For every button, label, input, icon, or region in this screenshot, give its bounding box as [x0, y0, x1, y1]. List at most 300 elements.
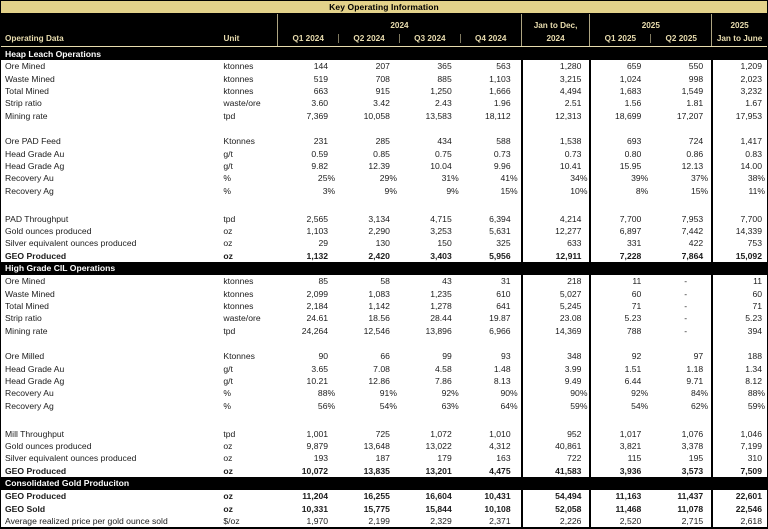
cell-value: 788 — [589, 325, 651, 337]
cell-value: 150 — [437, 238, 452, 249]
cell-value: 2,371 — [489, 515, 511, 526]
row-label: Mill Throughput — [5, 428, 65, 439]
cell-value: 195 — [688, 453, 704, 464]
cell-value: 58 — [380, 276, 390, 287]
cell-value: 64% — [500, 400, 518, 411]
table-row — [1, 502, 767, 514]
cell-empty — [521, 197, 590, 213]
cell-value: 1,280 — [521, 60, 590, 72]
cell-value: 1.96 — [493, 98, 511, 109]
cell-value: 12.39 — [368, 160, 390, 171]
cell-value: 348 — [521, 350, 590, 362]
cell-value: - — [684, 313, 688, 324]
cell-empty — [1, 122, 215, 135]
cell-value: 66 — [380, 351, 390, 362]
cell-value: 10.04 — [430, 160, 452, 171]
cell-value: 3,232 — [711, 85, 767, 97]
cell-value: 12,313 — [521, 110, 590, 122]
cell-value: 71 — [589, 300, 651, 312]
cell-value: 3,378 — [681, 440, 704, 451]
cell-value: 285 — [375, 136, 390, 147]
cell-value: 31 — [501, 276, 511, 287]
cell-value: 3.65 — [311, 363, 329, 374]
cell-value: 10,431 — [484, 491, 511, 502]
cell-value: 91% — [379, 388, 397, 399]
cell-value: 43 — [442, 276, 452, 287]
cell-value: 63% — [441, 400, 459, 411]
cell-value: 12.86 — [368, 375, 390, 386]
row-unit: ktonnes — [223, 300, 254, 311]
cell-value: 11 — [711, 275, 767, 287]
spacer-row — [1, 337, 767, 350]
cell-value: 13,022 — [425, 440, 452, 451]
column-header-q4-2024: Q4 2024 — [460, 34, 521, 43]
cell-value: 5,956 — [489, 250, 511, 261]
cell-value: 5.23 — [711, 312, 767, 324]
cell-value: 1.67 — [711, 97, 767, 109]
cell-empty — [400, 337, 462, 350]
cell-value: 3,573 — [681, 465, 704, 476]
row-label: Average realized price per gold ounce sold — [5, 515, 168, 526]
cell-value: 144 — [313, 61, 329, 72]
cell-empty — [215, 337, 277, 350]
row-label: GEO Produced — [5, 491, 67, 502]
cell-value: 1.48 — [493, 363, 511, 374]
row-label: Strip ratio — [5, 98, 42, 109]
cell-value: 19.87 — [489, 313, 511, 324]
table-row — [1, 515, 767, 527]
row-label: Head Grade Au — [5, 363, 65, 374]
cell-value: 663 — [313, 85, 329, 96]
cell-value: 4,214 — [521, 212, 590, 224]
cell-value: 12,277 — [521, 225, 590, 237]
cell-value: 18,112 — [484, 110, 511, 121]
cell-value: 34% — [521, 172, 590, 184]
cell-value: 0.80 — [589, 147, 651, 159]
cell-value: 3,403 — [430, 250, 452, 261]
table-row — [1, 350, 767, 362]
row-unit: Ktonnes — [223, 136, 255, 147]
cell-value: 708 — [375, 73, 390, 84]
cell-empty — [462, 337, 521, 350]
cell-value: 3,821 — [589, 440, 651, 452]
cell-value: 7,509 — [711, 465, 767, 477]
cell-value: 54% — [379, 400, 397, 411]
row-unit: g/t — [223, 375, 233, 386]
cell-empty — [651, 337, 711, 350]
cell-value: 38% — [711, 172, 767, 184]
row-label: Head Grade Ag — [5, 375, 65, 386]
cell-empty — [462, 197, 521, 213]
cell-value: 17,953 — [711, 110, 767, 122]
table-row — [1, 275, 767, 287]
column-header-q2-2025: Q2 2025 — [650, 34, 711, 43]
cell-value: 24.61 — [306, 313, 329, 324]
cell-value: 93 — [501, 351, 511, 362]
row-unit: % — [223, 173, 232, 184]
table-row — [1, 362, 767, 374]
table-row — [1, 172, 767, 184]
table-row — [1, 440, 767, 452]
cell-empty — [338, 122, 400, 135]
cell-value: 2,420 — [368, 250, 390, 261]
cell-value: 188 — [711, 350, 767, 362]
cell-value: 8.12 — [711, 375, 767, 387]
cell-value: 4,494 — [521, 85, 590, 97]
cell-value: 422 — [688, 238, 704, 249]
table-row — [1, 250, 767, 262]
cell-value: 1,666 — [489, 85, 511, 96]
cell-value: 725 — [375, 428, 390, 439]
cell-value: 207 — [375, 61, 390, 72]
cell-value: - — [684, 288, 688, 299]
table-body — [1, 47, 767, 527]
cell-value: - — [684, 300, 688, 311]
cell-value: 99 — [442, 351, 452, 362]
row-unit: % — [223, 400, 232, 411]
cell-value: 23.08 — [521, 312, 590, 324]
cell-empty — [651, 412, 711, 428]
cell-value: 1,046 — [711, 427, 767, 439]
row-unit: oz — [223, 250, 233, 261]
row-label: Waste Mined — [5, 288, 55, 299]
row-label: Recovery Au — [5, 388, 54, 399]
cell-value: 0.73 — [521, 147, 590, 159]
cell-value: 231 — [313, 136, 329, 147]
cell-value: 25% — [317, 173, 336, 184]
cell-value: 18.56 — [368, 313, 390, 324]
cell-value: 0.73 — [493, 148, 511, 159]
cell-value: 0.75 — [435, 148, 452, 159]
cell-empty — [338, 412, 400, 428]
cell-value: 97 — [693, 351, 704, 362]
table-row — [1, 427, 767, 439]
cell-value: 16,604 — [425, 491, 452, 502]
table-row — [1, 60, 767, 72]
row-label: Ore Milled — [5, 351, 45, 362]
row-unit: Ktonnes — [223, 351, 255, 362]
row-label: Gold ounces produced — [5, 225, 92, 236]
cell-value: 6.44 — [589, 375, 651, 387]
cell-value: 2,184 — [306, 300, 329, 311]
cell-value: 753 — [711, 237, 767, 249]
cell-value: 7.86 — [435, 375, 452, 386]
cell-empty — [215, 412, 277, 428]
cell-value: 11,204 — [302, 491, 329, 502]
cell-value: 7.08 — [373, 363, 390, 374]
cell-value: 0.86 — [686, 148, 704, 159]
cell-value: 4,312 — [489, 440, 511, 451]
cell-empty — [589, 412, 651, 428]
cell-value: 17,207 — [676, 110, 704, 121]
cell-value: 7,700 — [711, 212, 767, 224]
cell-value: 394 — [711, 325, 767, 337]
header-group-unit — [215, 14, 277, 46]
table-row — [1, 72, 767, 84]
cell-value: 54,494 — [521, 490, 590, 502]
row-label: Strip ratio — [5, 313, 42, 324]
cell-value: 52,058 — [521, 502, 590, 514]
cell-value: 15% — [690, 185, 709, 196]
cell-empty — [1, 412, 215, 428]
table-row — [1, 97, 767, 109]
cell-value: 1,970 — [306, 515, 329, 526]
cell-value: 4,475 — [489, 465, 511, 476]
cell-value: 15,092 — [711, 250, 767, 262]
cell-value: - — [684, 325, 688, 336]
table-row — [1, 312, 767, 324]
cell-empty — [711, 197, 767, 213]
cell-value: 24,264 — [301, 325, 329, 336]
table-row — [1, 237, 767, 249]
cell-value: 1,024 — [589, 72, 651, 84]
cell-value: 2,520 — [589, 515, 651, 527]
table-title: Key Operating Information — [1, 1, 767, 14]
cell-empty — [215, 197, 277, 213]
cell-value: 0.59 — [311, 148, 329, 159]
cell-value: 1,683 — [589, 85, 651, 97]
cell-value: 519 — [313, 73, 329, 84]
cell-value: 10.21 — [306, 375, 329, 386]
row-unit: ktonnes — [223, 73, 254, 84]
cell-value: 2,618 — [711, 515, 767, 527]
table-row — [1, 399, 767, 411]
cell-value: 71 — [711, 300, 767, 312]
cell-value: 13,896 — [425, 325, 452, 336]
row-unit: $/oz — [223, 515, 240, 526]
cell-value: 60 — [711, 287, 767, 299]
cell-value: 9,879 — [306, 440, 329, 451]
row-unit: g/t — [223, 363, 233, 374]
cell-value: 10,058 — [363, 110, 390, 121]
section-header: Heap Leach Operations — [1, 47, 767, 60]
row-label: Total Mined — [5, 85, 49, 96]
cell-value: 325 — [496, 238, 511, 249]
cell-value: 2,023 — [711, 72, 767, 84]
cell-value: 434 — [437, 136, 452, 147]
cell-value: 7,199 — [711, 440, 767, 452]
cell-value: 1,250 — [430, 85, 452, 96]
cell-value: 1,083 — [368, 288, 390, 299]
cell-value: 9.49 — [521, 375, 590, 387]
cell-empty — [338, 197, 400, 213]
row-label: Total Mined — [5, 300, 49, 311]
cell-value: 998 — [688, 73, 704, 84]
cell-value: 29% — [379, 173, 397, 184]
column-header-operating-data: Operating Data — [5, 34, 64, 43]
table-row — [1, 465, 767, 477]
cell-value: 7,700 — [589, 212, 651, 224]
cell-value: 10,072 — [301, 465, 329, 476]
cell-value: 1,549 — [681, 85, 704, 96]
cell-value: 5,245 — [521, 300, 590, 312]
cell-value: 659 — [589, 60, 651, 72]
cell-value: 1,001 — [306, 428, 329, 439]
cell-value: 193 — [313, 453, 329, 464]
row-label: Mining rate — [5, 325, 48, 336]
spacer-row — [1, 412, 767, 428]
row-label: Recovery Ag — [5, 185, 54, 196]
cell-empty — [521, 122, 590, 135]
cell-value: 56% — [317, 400, 336, 411]
cell-value: 92% — [441, 388, 459, 399]
cell-value: 88% — [317, 388, 336, 399]
row-label: Head Grade Au — [5, 148, 65, 159]
cell-value: 3,936 — [589, 465, 651, 477]
cell-value: 1,076 — [681, 428, 704, 439]
cell-empty — [589, 197, 651, 213]
cell-empty — [651, 197, 711, 213]
cell-value: 92 — [589, 350, 651, 362]
cell-value: 10.41 — [521, 160, 590, 172]
cell-value: 1.18 — [686, 363, 704, 374]
cell-value: 11,468 — [589, 502, 651, 514]
cell-value: 2,226 — [521, 515, 590, 527]
cell-value: 90% — [500, 388, 518, 399]
cell-value: 31% — [441, 173, 459, 184]
cell-value: 11 — [589, 275, 651, 287]
section-header: Consolidated Gold Produciton — [1, 477, 767, 490]
table-row — [1, 300, 767, 312]
cell-empty — [589, 122, 651, 135]
table-row — [1, 147, 767, 159]
row-unit: oz — [223, 440, 233, 451]
cell-value: 6,394 — [489, 213, 511, 224]
cell-value: 59% — [521, 399, 590, 411]
cell-value: 4,715 — [430, 213, 452, 224]
cell-value: 11,163 — [589, 490, 651, 502]
cell-value: 37% — [690, 173, 709, 184]
section-header: High Grade CIL Operations — [1, 262, 767, 275]
cell-value: 693 — [589, 135, 651, 147]
cell-value: 1,017 — [589, 427, 651, 439]
cell-value: 1,072 — [430, 428, 452, 439]
table-row — [1, 287, 767, 299]
row-label: GEO Sold — [5, 503, 46, 514]
cell-value: 1.81 — [686, 98, 704, 109]
cell-value: 130 — [375, 238, 390, 249]
row-unit: waste/ore — [223, 313, 261, 324]
row-unit: % — [223, 388, 232, 399]
cell-value: 179 — [437, 453, 452, 464]
row-label: Mining rate — [5, 110, 48, 121]
column-header-q1-2024: Q1 2024 — [292, 34, 324, 43]
cell-value: 7,369 — [306, 110, 329, 121]
table-header — [1, 14, 767, 47]
row-label: Waste Mined — [5, 73, 55, 84]
row-unit: tpd — [223, 325, 236, 336]
row-unit: oz — [223, 225, 233, 236]
row-unit: g/t — [223, 148, 233, 159]
cell-value: 2,715 — [681, 515, 704, 526]
cell-value: 1.56 — [589, 97, 651, 109]
cell-value: 11,437 — [677, 491, 704, 502]
column-header-q2-2024: Q2 2024 — [338, 34, 399, 43]
row-label: Recovery Ag — [5, 400, 54, 411]
row-unit: tpd — [223, 213, 236, 224]
cell-value: 5.23 — [589, 312, 651, 324]
cell-value: 54% — [589, 399, 651, 411]
cell-empty — [400, 122, 462, 135]
cell-value: 92% — [589, 387, 651, 399]
cell-value: 1.34 — [711, 362, 767, 374]
table-row — [1, 135, 767, 147]
cell-value: 13,583 — [425, 110, 452, 121]
cell-value: 14,369 — [521, 325, 590, 337]
cell-value: 633 — [521, 237, 590, 249]
cell-value: 9% — [446, 185, 459, 196]
cell-value: 6,897 — [589, 225, 651, 237]
cell-value: 1,278 — [430, 300, 452, 311]
cell-value: 41,583 — [521, 465, 590, 477]
row-unit: tpd — [223, 428, 236, 439]
cell-value: 14.00 — [711, 160, 767, 172]
cell-value: 1,103 — [489, 73, 511, 84]
row-unit: oz — [223, 238, 233, 249]
cell-value: 2,329 — [430, 515, 452, 526]
cell-value: 10,331 — [301, 503, 329, 514]
column-header-jan-to-june-2025: 2025 Jan to June — [711, 14, 767, 46]
cell-value: 3,134 — [368, 213, 390, 224]
cell-value: 3.60 — [311, 98, 329, 109]
cell-value: 1,417 — [711, 135, 767, 147]
table-row — [1, 185, 767, 197]
cell-value: 563 — [496, 61, 511, 72]
cell-value: 22,546 — [711, 502, 767, 514]
cell-value: 2,199 — [368, 515, 390, 526]
table-row — [1, 110, 767, 122]
cell-empty — [400, 197, 462, 213]
cell-empty — [711, 122, 767, 135]
cell-value: 4.58 — [435, 363, 452, 374]
header-group-operating-data — [1, 14, 215, 46]
cell-value: 163 — [496, 453, 511, 464]
cell-value: 41% — [500, 173, 518, 184]
cell-value: 10,108 — [484, 503, 511, 514]
cell-value: 12,546 — [363, 325, 390, 336]
cell-value: 1,132 — [306, 250, 329, 261]
cell-empty — [521, 337, 590, 350]
table-row — [1, 375, 767, 387]
cell-value: 13,201 — [425, 465, 452, 476]
cell-value: 3.42 — [373, 98, 390, 109]
cell-value: 310 — [711, 452, 767, 464]
cell-empty — [1, 337, 215, 350]
cell-empty — [400, 412, 462, 428]
cell-value: 1,538 — [521, 135, 590, 147]
cell-value: 62% — [690, 400, 709, 411]
cell-value: 722 — [521, 452, 590, 464]
cell-value: 28.44 — [430, 313, 452, 324]
row-unit: g/t — [223, 160, 233, 171]
row-label: Ore Mined — [5, 276, 46, 287]
row-label: Ore PAD Feed — [5, 136, 61, 147]
header-group-2025 — [589, 14, 711, 46]
row-unit: waste/ore — [223, 98, 261, 109]
cell-value: 8% — [589, 185, 651, 197]
cell-value: 1,209 — [711, 60, 767, 72]
cell-value: 3.99 — [521, 362, 590, 374]
row-unit: ktonnes — [223, 288, 254, 299]
cell-empty — [711, 337, 767, 350]
cell-empty — [277, 337, 338, 350]
cell-value: 3,215 — [521, 72, 590, 84]
table-row — [1, 490, 767, 502]
cell-value: 9.96 — [493, 160, 511, 171]
table-row — [1, 85, 767, 97]
row-unit: oz — [223, 465, 233, 476]
cell-value: 85 — [318, 276, 329, 287]
